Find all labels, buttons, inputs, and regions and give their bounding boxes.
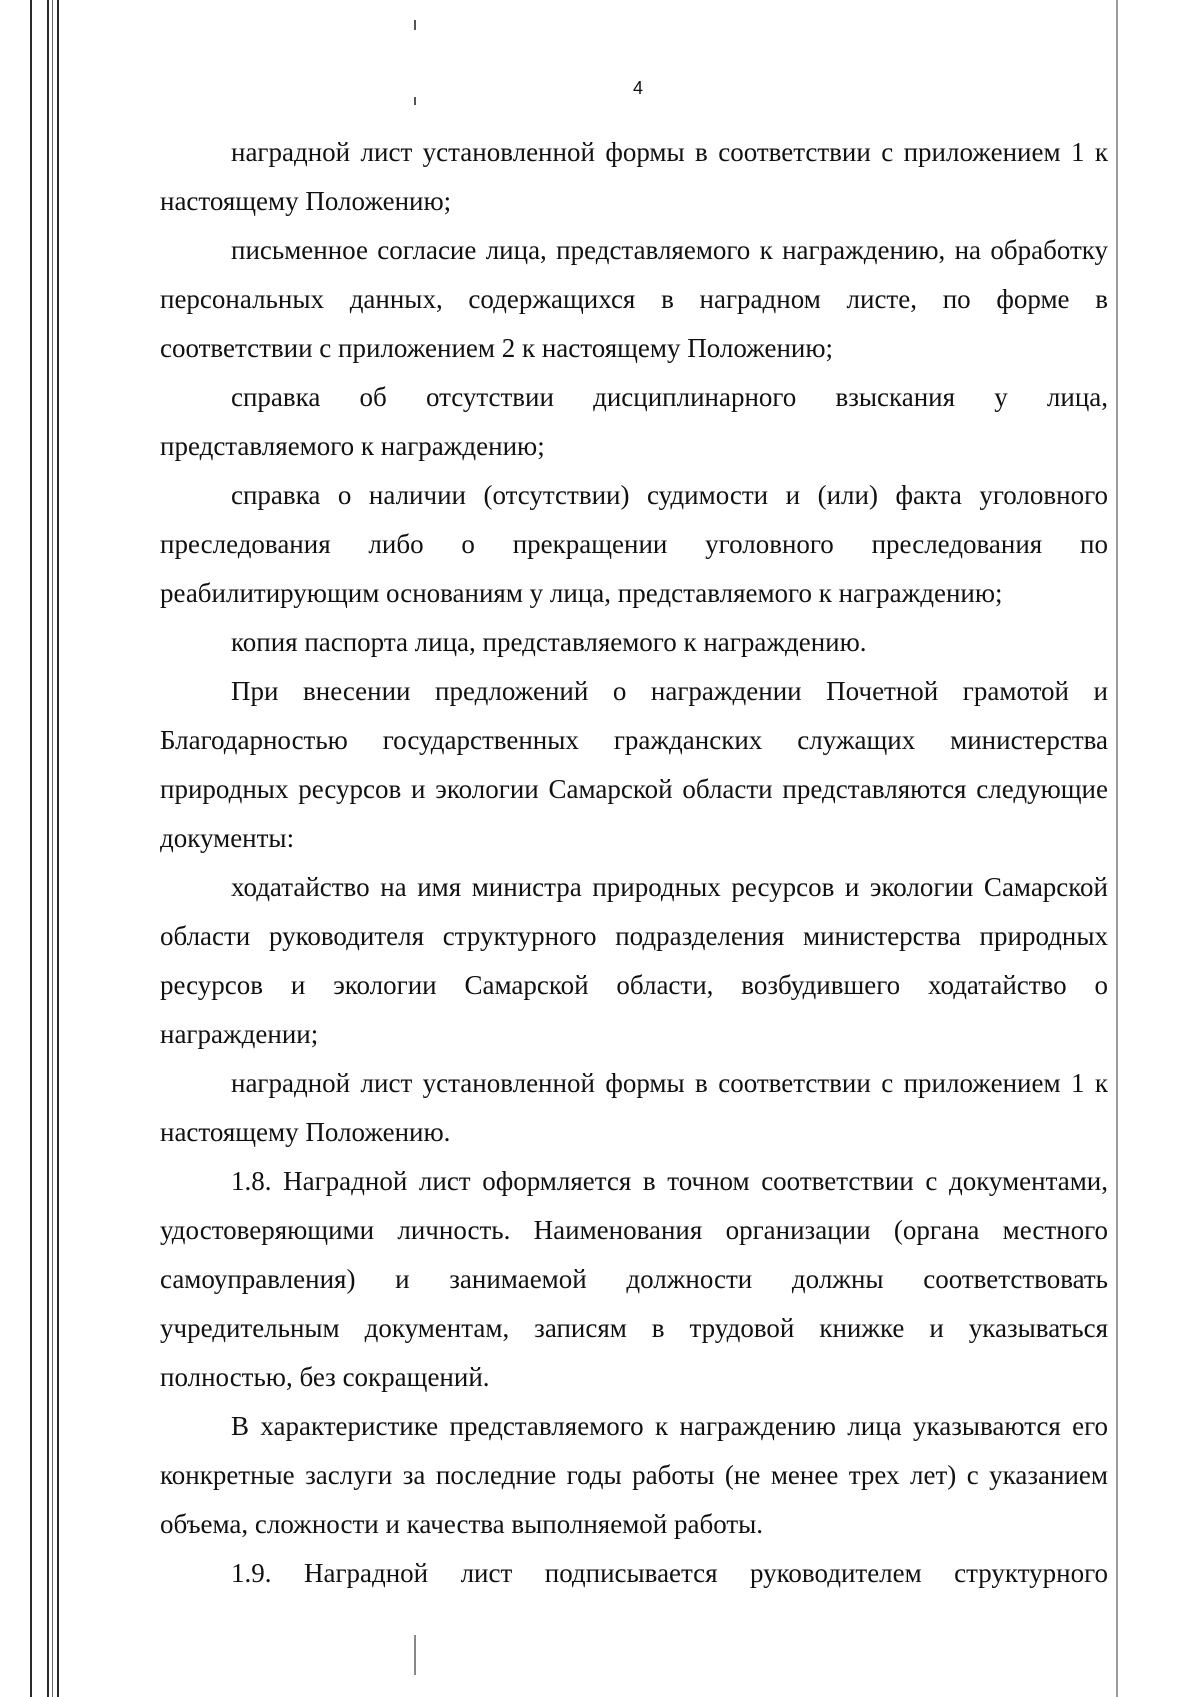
paragraph: 1.8. Наградной лист оформляется в точном соответствии с документами, удостоверяющими личность. Наименования организации (органа местного самоуправления) и занимаемой должности должны соответствовать учредительным документам, записям в трудовой книжке и указываться полностью, без сокращений. [160, 1166, 1108, 1392]
paragraph: справка об отсутствии дисциплинарного взыскания у лица, представляемого к награждению; [160, 382, 1108, 461]
paragraph: 1.9. Наградной лист подписывается руководителем структурного [231, 1558, 1108, 1588]
binding-line [30, 0, 32, 1697]
scan-mark [414, 1635, 416, 1675]
paragraph: справка о наличии (отсутствии) судимости и (или) факта уголовного преследования либо о прекращении уголовного преследования по реабилитирующим основаниям у лица, представляемого к награждению; [160, 480, 1108, 608]
paragraph: наградной лист установленной формы в соответствии с приложением 1 к настоящему Положению. [160, 1068, 1108, 1147]
document-body [160, 128, 1108, 1598]
paragraph: наградной лист установленной формы в соответствии с приложением 1 к настоящему Положению; [160, 137, 1108, 216]
binding-line [52, 0, 53, 1697]
paragraph: письменное согласие лица, представляемого к награждению, на обработку персональных данных, содержащихся в наградном листе, по форме в соответствии с приложением 2 к настоящему Положению; [160, 235, 1108, 363]
paragraph: ходатайство на имя министра природных ресурсов и экологии Самарской области руководителя структурного подразделения министерства природных ресурсов и экологии Самарской области, возбудившего ходатайство о награждении; [160, 872, 1108, 1049]
page-number: 4 [632, 78, 643, 98]
scan-mark [414, 20, 416, 30]
scan-mark [414, 97, 416, 105]
binding-line [57, 0, 59, 1697]
binding-line [47, 0, 49, 1697]
paragraph: копия паспорта лица, представляемого к награждению. [231, 627, 867, 657]
paragraph: При внесении предложений о награждении Почетной грамотой и Благодарностью государственных гражданских служащих министерства природных ресурсов и экологии Самарской области представляются следующие документы: [160, 676, 1108, 853]
paragraph: В характеристике представляемого к награждению лица указываются его конкретные заслуги за последние годы работы (не менее трех лет) с указанием объема, сложности и качества выполняемой работы. [160, 1411, 1108, 1539]
page-right-border [1116, 0, 1118, 1697]
